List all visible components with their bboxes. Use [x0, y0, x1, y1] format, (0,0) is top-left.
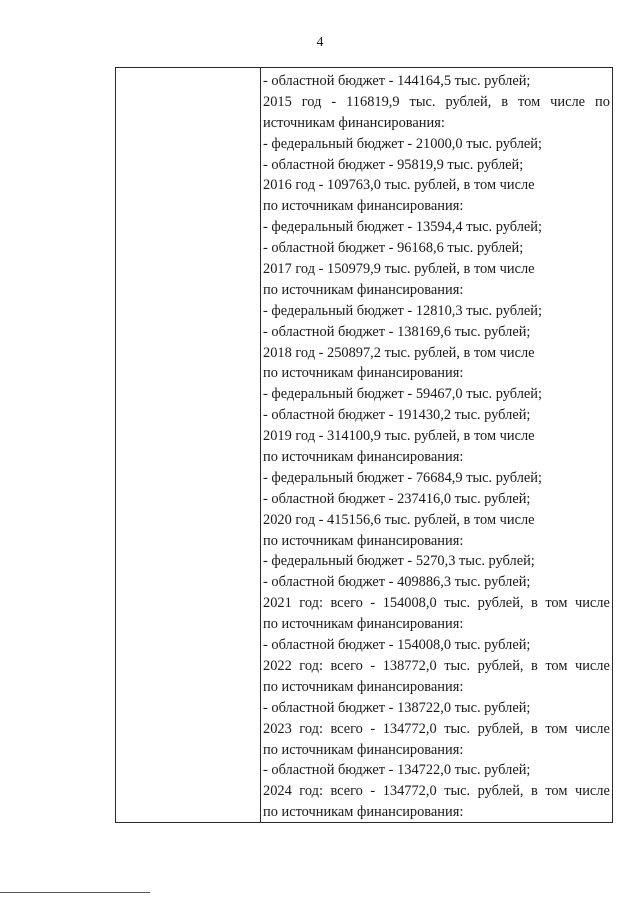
text-word: всего: [330, 783, 363, 800]
text-line: по источникам финансирования:: [263, 741, 464, 758]
text-word: тыс.: [444, 657, 471, 674]
text-line: - областной бюджет - 154008,0 тыс. рублей;: [263, 637, 531, 654]
text-line: [262, 92, 610, 113]
text-word: в: [531, 720, 538, 737]
text-word: тыс.: [444, 720, 471, 737]
text-word: том: [545, 783, 568, 800]
text-line: - федеральный бюджет - 5270,3 тыс. рублей;: [263, 553, 535, 570]
text-line: - областной бюджет - 237416,0 тыс. рублей;: [263, 490, 531, 507]
text-word: рублей,: [477, 595, 524, 612]
text-line: - федеральный бюджет - 13594,4 тыс. рублей;: [263, 219, 542, 236]
text-word: год:: [299, 595, 323, 612]
text-line: 2020 год - 415156,6 тыс. рублей, в том числе: [263, 511, 535, 528]
text-word: 2024: [263, 783, 292, 800]
text-word: 138772,0: [382, 657, 437, 674]
text-line: - федеральный бюджет - 21000,0 тыс. рублей;: [263, 135, 542, 152]
footnote-rule: [0, 892, 150, 893]
text-word: -: [370, 783, 376, 800]
text-line: - областной бюджет - 138722,0 тыс. рублей;: [263, 699, 531, 716]
text-word: рублей,: [477, 657, 524, 674]
text-line: 2018 год - 250897,2 тыс. рублей, в том числе: [263, 344, 535, 361]
text-word: всего: [330, 657, 363, 674]
text-word: 154008,0: [382, 595, 437, 612]
text-word: -: [370, 720, 376, 737]
text-word: тыс.: [444, 783, 471, 800]
text-word: -: [370, 657, 376, 674]
text-word: тыс.: [444, 595, 471, 612]
text-word: числе: [574, 720, 610, 737]
text-line: [262, 656, 610, 677]
text-line: по источникам финансирования:: [263, 616, 464, 633]
text-word: 134772,0: [382, 720, 437, 737]
text-line: - областной бюджет - 138169,6 тыс. рублей;: [263, 323, 531, 340]
text-line: - областной бюджет - 134722,0 тыс. рублей;: [263, 762, 531, 779]
text-word: -: [370, 595, 376, 612]
text-line: по источникам финансирования:: [263, 365, 464, 382]
text-word: том: [518, 93, 541, 110]
text-line: по источникам финансирования:: [263, 449, 464, 466]
text-line: - областной бюджет - 95819,9 тыс. рублей;: [263, 156, 524, 173]
text-word: в: [531, 595, 538, 612]
text-word: год: [301, 93, 322, 110]
text-word: 2015: [263, 93, 292, 110]
text-word: тыс.: [409, 93, 436, 110]
text-word: том: [545, 720, 568, 737]
text-line: [262, 781, 610, 802]
text-word: по: [595, 93, 610, 110]
text-word: том: [545, 595, 568, 612]
text-line: [262, 593, 610, 614]
text-word: 2021: [263, 595, 292, 612]
text-line: 2019 год - 314100,9 тыс. рублей, в том числе: [263, 428, 535, 445]
text-word: год:: [299, 720, 323, 737]
text-word: в: [501, 93, 509, 110]
text-line: по источникам финансирования:: [263, 198, 464, 215]
text-word: том: [545, 657, 568, 674]
page-number: 4: [316, 35, 324, 50]
text-line: по источникам финансирования:: [263, 804, 464, 821]
text-line: - областной бюджет - 409886,3 тыс. рублей;: [263, 574, 531, 591]
text-word: -: [331, 93, 337, 110]
text-word: числе: [574, 595, 610, 612]
text-line: по источникам финансирования:: [263, 281, 464, 298]
text-word: рублей,: [477, 783, 524, 800]
text-line: - федеральный бюджет - 76684,9 тыс. рублей;: [263, 469, 542, 486]
text-word: год:: [299, 783, 323, 800]
text-line: - областной бюджет - 96168,6 тыс. рублей;: [263, 240, 524, 257]
text-word: рублей,: [445, 93, 492, 110]
text-line: - федеральный бюджет - 12810,3 тыс. рублей;: [263, 302, 542, 319]
text-line: по источникам финансирования:: [263, 678, 464, 695]
text-word: 116819,9: [346, 93, 400, 110]
text-word: в: [531, 783, 538, 800]
text-word: всего: [330, 720, 363, 737]
text-word: 2022: [263, 657, 292, 674]
text-word: рублей,: [477, 720, 524, 737]
text-word: числе: [574, 657, 610, 674]
text-line: - федеральный бюджет - 59467,0 тыс. рублей;: [263, 386, 542, 403]
text-word: в: [531, 657, 538, 674]
text-line: по источникам финансирования:: [263, 532, 464, 549]
text-word: год:: [299, 657, 323, 674]
text-line: 2017 год - 150979,9 тыс. рублей, в том числе: [263, 261, 535, 278]
text-line: 2016 год - 109763,0 тыс. рублей, в том числе: [263, 177, 535, 194]
table-left-cell: [116, 68, 261, 822]
financing-table: [115, 67, 613, 823]
text-line: - областной бюджет - 144164,5 тыс. рублей;: [263, 73, 531, 89]
text-word: числе: [550, 93, 586, 110]
table-right-cell: [262, 71, 610, 823]
text-word: 134772,0: [382, 783, 437, 800]
text-word: 2023: [263, 720, 292, 737]
text-word: всего: [330, 595, 363, 612]
text-line: [262, 719, 610, 740]
text-line: источникам финансирования:: [263, 114, 445, 131]
text-line: - областной бюджет - 191430,2 тыс. рублей;: [263, 407, 531, 424]
text-word: числе: [574, 783, 610, 800]
